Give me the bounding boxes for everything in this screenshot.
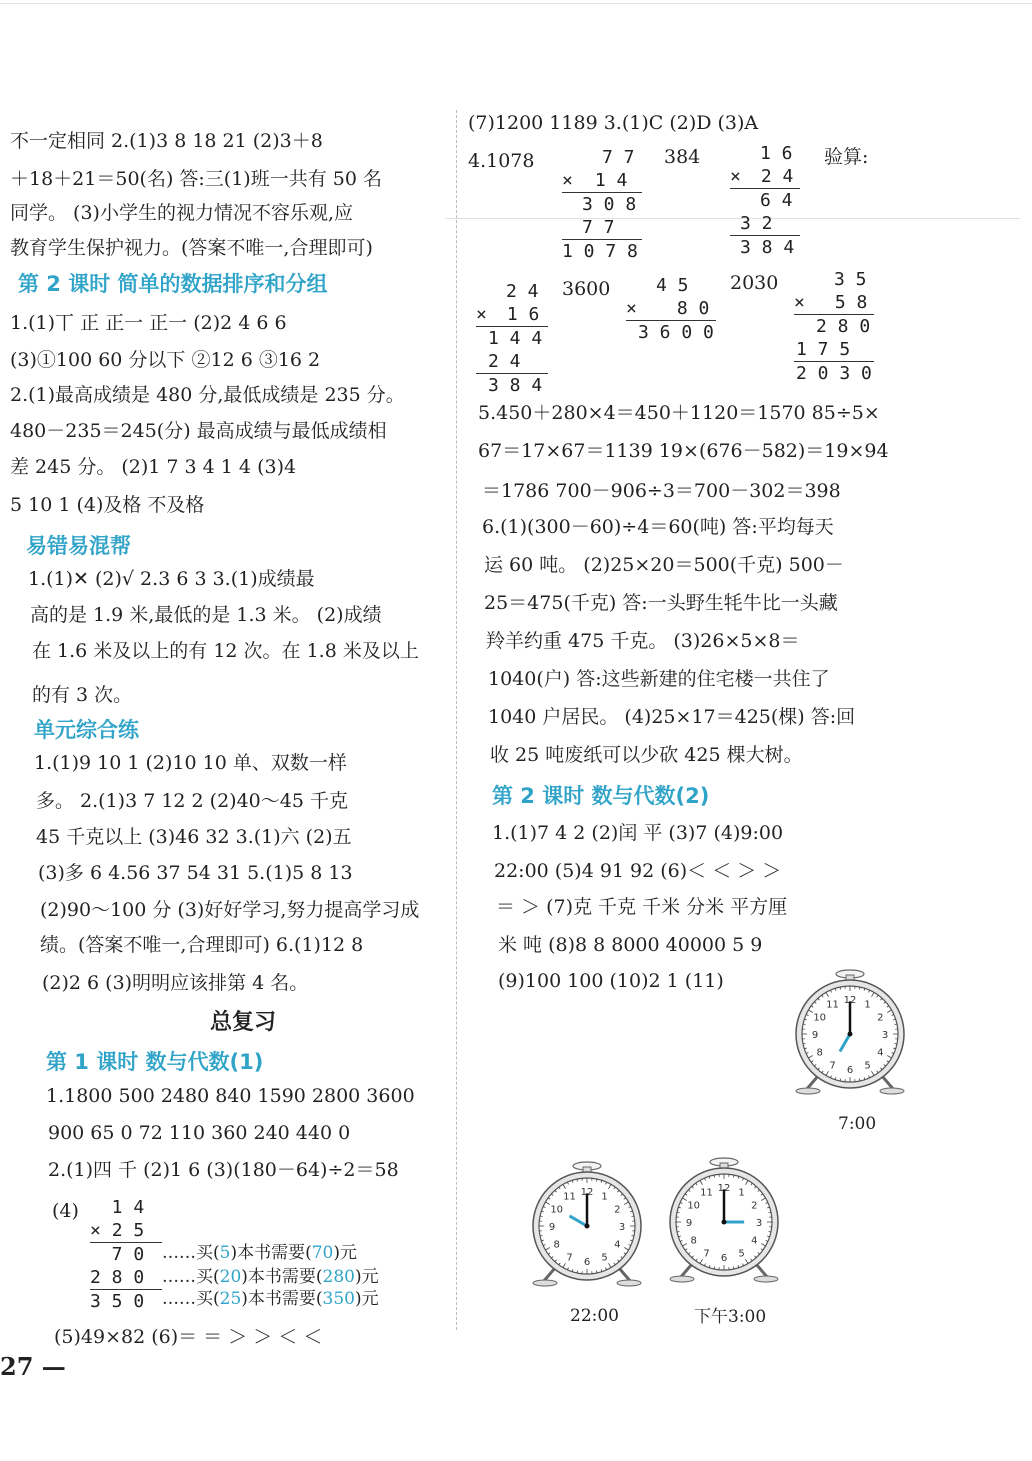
calc-op-row xyxy=(90,1219,162,1242)
svg-text:4: 4 xyxy=(614,1239,621,1251)
svg-text:6: 6 xyxy=(583,1257,591,1268)
svg-text:11: 11 xyxy=(826,999,839,1011)
text-line: 1.(1)7 4 2 (2)闰 平 (3)7 (4)9:00 xyxy=(492,822,784,844)
text-line: 不一定相同 2.(1)3 8 18 21 (2)3＋8 xyxy=(10,130,323,152)
center-title: 总复习 xyxy=(210,1009,277,1035)
text-line: 25＝475(千克) 答:一头野生牦牛比一头藏 xyxy=(484,592,838,614)
calc-top: 1 4 xyxy=(90,1197,145,1218)
buy-row: ……买(5)本书需要(70)元 xyxy=(162,1243,358,1263)
text-line: 1.1800 500 2480 840 1590 2800 3600 xyxy=(46,1085,415,1107)
text-line: 45 千克以上 (3)46 32 3.(1)六 (2)五 xyxy=(36,826,352,848)
svg-text:7: 7 xyxy=(566,1252,573,1264)
text-line: 1.(1)丅 正 正一 正一 (2)2 4 6 6 xyxy=(10,312,287,334)
calc-label: (4) xyxy=(52,1200,79,1222)
text-line: 羚羊约重 475 千克。 (3)26×5×8＝ xyxy=(486,630,800,652)
times-sign: × xyxy=(626,298,637,319)
text-line: 67＝17×67＝1139 19×(676－582)＝19×94 xyxy=(478,440,889,462)
svg-text:2: 2 xyxy=(877,1012,884,1024)
text-line: 运 60 吨。 (2)25×20＝500(千克) 500－ xyxy=(484,554,844,576)
page-number: 27 — xyxy=(0,1352,66,1381)
section-heading: 单元综合练 xyxy=(34,718,139,742)
svg-text:12: 12 xyxy=(843,995,857,1006)
vertical-multiplication: 3 5 × 5 8 2 8 0 1 7 5 2 0 3 0 xyxy=(794,268,874,385)
times-sign: × xyxy=(794,292,805,313)
section-heading: 第 2 课时 数与代数(2) xyxy=(492,784,710,808)
text-line: 同学。 (3)小学生的视力情况不容乐观,应 xyxy=(10,202,353,224)
svg-text:6: 6 xyxy=(846,1065,854,1076)
text-line: (3)①100 60 分以下 ②12 6 ③16 2 xyxy=(10,349,321,371)
times-sign: × xyxy=(476,304,487,325)
svg-text:1: 1 xyxy=(864,999,871,1011)
svg-text:10: 10 xyxy=(813,1012,827,1024)
text-line: 5 10 1 (4)及格 不及格 xyxy=(10,494,205,516)
text-line: ＝ ＞ (7)克 千克 千米 分米 平方厘 xyxy=(496,896,788,918)
text-line: 收 25 吨废纸可以少砍 425 棵大树。 xyxy=(490,744,803,766)
buy-row: ……买(25)本书需要(350)元 xyxy=(162,1289,379,1309)
text-line: (2)2 6 (3)明明应该排第 4 名。 xyxy=(42,972,309,994)
text-line: 1.(1)✕ (2)√ 2.3 6 3 3.(1)成绩最 xyxy=(28,568,315,590)
svg-text:3: 3 xyxy=(881,1030,889,1041)
svg-text:5: 5 xyxy=(738,1248,745,1260)
text-line: 绩。(答案不唯一,合理即可) 6.(1)12 8 xyxy=(40,934,364,956)
svg-text:3: 3 xyxy=(755,1218,763,1229)
text-line: 差 245 分。 (2)1 7 3 4 1 4 (3)4 xyxy=(10,456,297,478)
calc-row: 3 5 0 xyxy=(90,1291,145,1312)
text-line: 在 1.6 米及以上的有 12 次。在 1.8 米及以上 xyxy=(32,640,419,662)
text-line: 22:00 (5)4 91 92 (6)＜ ＜ ＞ ＞ xyxy=(494,860,782,882)
text-line: 6.(1)(300－60)÷4＝60(吨) 答:平均每天 xyxy=(482,516,834,538)
section-heading: 第 1 课时 数与代数(1) xyxy=(46,1050,264,1074)
section-heading: 第 2 课时 简单的数据排序和分组 xyxy=(18,272,328,296)
alarm-clock-icon xyxy=(790,966,910,1096)
vertical-multiplication: 7 7 × 1 4 3 0 8 7 7 1 0 7 8 xyxy=(562,146,642,263)
svg-text:5: 5 xyxy=(601,1252,608,1264)
alarm-clock-icon xyxy=(527,1158,647,1288)
text-line: (2)90～100 分 (3)好好学习,努力提高学习成 xyxy=(40,899,420,921)
text-line: 1.(1)9 10 1 (2)10 10 单、双数一样 xyxy=(34,752,347,774)
text-line: 教育学生保护视力。(答案不唯一,合理即可) xyxy=(10,237,373,259)
text-line: 480－235＝245(分) 最高成绩与最低成绩相 xyxy=(10,420,387,442)
clock-label: 22:00 xyxy=(570,1306,619,1326)
svg-text:3: 3 xyxy=(618,1222,626,1233)
text-line: 2.(1)最高成绩是 480 分,最低成绩是 235 分。 xyxy=(10,384,405,406)
calc-bottom: 2 5 xyxy=(111,1220,145,1241)
svg-text:8: 8 xyxy=(816,1047,823,1059)
svg-text:11: 11 xyxy=(700,1187,713,1199)
svg-text:1: 1 xyxy=(738,1187,745,1199)
text-line: 米 吨 (8)8 8 8000 40000 5 9 xyxy=(498,934,763,956)
svg-text:9: 9 xyxy=(548,1222,556,1233)
text-line: 2.(1)四 千 (2)1 6 (3)(180－64)÷2＝58 xyxy=(48,1159,399,1181)
svg-text:7: 7 xyxy=(829,1060,836,1072)
vertical-multiplication: 2 4 × 1 6 1 4 4 2 4 3 8 4 xyxy=(476,280,548,397)
text-line: 高的是 1.9 米,最低的是 1.3 米。 (2)成绩 xyxy=(30,604,382,626)
svg-text:5: 5 xyxy=(864,1060,871,1072)
text-line: 的有 3 次。 xyxy=(32,684,133,706)
svg-text:2: 2 xyxy=(751,1200,758,1212)
calc-row: 7 0 xyxy=(90,1244,145,1265)
text-line: ＋18＋21＝50(名) 答:三(1)班一共有 50 名 xyxy=(10,168,382,190)
calc-row: 2 8 0 xyxy=(90,1267,145,1288)
text-line: 1040(户) 答:这些新建的住宅楼一共住了 xyxy=(488,668,830,690)
text-line: (7)1200 1189 3.(1)C (2)D (3)A xyxy=(468,112,759,134)
verify-label: 验算: xyxy=(824,146,869,168)
buy-row: ……买(20)本书需要(280)元 xyxy=(162,1267,379,1287)
times-sign: × xyxy=(562,170,573,191)
svg-text:6: 6 xyxy=(720,1253,728,1264)
svg-text:10: 10 xyxy=(687,1200,701,1212)
svg-text:12: 12 xyxy=(717,1183,731,1194)
text-line: (3)多 6 4.56 37 54 31 5.(1)5 8 13 xyxy=(38,862,353,884)
svg-text:8: 8 xyxy=(553,1239,560,1251)
text-line: 多。 2.(1)3 7 12 2 (2)40～45 千克 xyxy=(36,790,348,812)
svg-text:4: 4 xyxy=(751,1235,758,1247)
svg-text:4: 4 xyxy=(877,1047,884,1059)
svg-text:7: 7 xyxy=(703,1248,710,1260)
text-line: 4.1078 xyxy=(468,150,535,172)
text-line: 5.450＋280×4＝450＋1120＝1570 85÷5× xyxy=(478,402,880,424)
result-value: 384 xyxy=(664,146,701,168)
top-rule xyxy=(0,3,1032,4)
vertical-multiplication: 1 6 × 2 4 6 4 3 2 3 8 4 xyxy=(730,142,800,259)
svg-text:2: 2 xyxy=(614,1204,621,1216)
clock-label: 下午3:00 xyxy=(694,1307,767,1327)
text-line: (5)49×82 (6)＝ ＝ ＞ ＞ ＜ ＜ xyxy=(54,1326,323,1348)
times-sign: × xyxy=(90,1220,101,1241)
column-divider xyxy=(456,110,457,1330)
svg-text:9: 9 xyxy=(811,1030,819,1041)
svg-text:1: 1 xyxy=(601,1191,608,1203)
svg-text:12: 12 xyxy=(580,1187,594,1198)
alarm-clock-icon xyxy=(664,1154,784,1284)
clock-label: 7:00 xyxy=(838,1114,877,1134)
result-value: 3600 xyxy=(562,278,611,300)
text-line: ＝1786 700－906÷3＝700－302＝398 xyxy=(482,480,841,502)
svg-text:11: 11 xyxy=(563,1191,576,1203)
svg-text:9: 9 xyxy=(685,1218,693,1229)
text-line: 900 65 0 72 110 360 240 440 0 xyxy=(48,1122,351,1144)
svg-text:10: 10 xyxy=(550,1204,564,1216)
section-heading: 易错易混帮 xyxy=(26,534,131,558)
result-value: 2030 xyxy=(730,272,779,294)
text-line: (9)100 100 (10)2 1 (11) xyxy=(498,970,724,992)
times-sign: × xyxy=(730,166,741,187)
vertical-multiplication: 4 5 × 8 0 3 6 0 0 xyxy=(626,274,716,344)
svg-text:8: 8 xyxy=(690,1235,697,1247)
vertical-multiplication xyxy=(90,1196,162,1313)
text-line: 1040 户居民。 (4)25×17＝425(棵) 答:回 xyxy=(488,706,856,728)
